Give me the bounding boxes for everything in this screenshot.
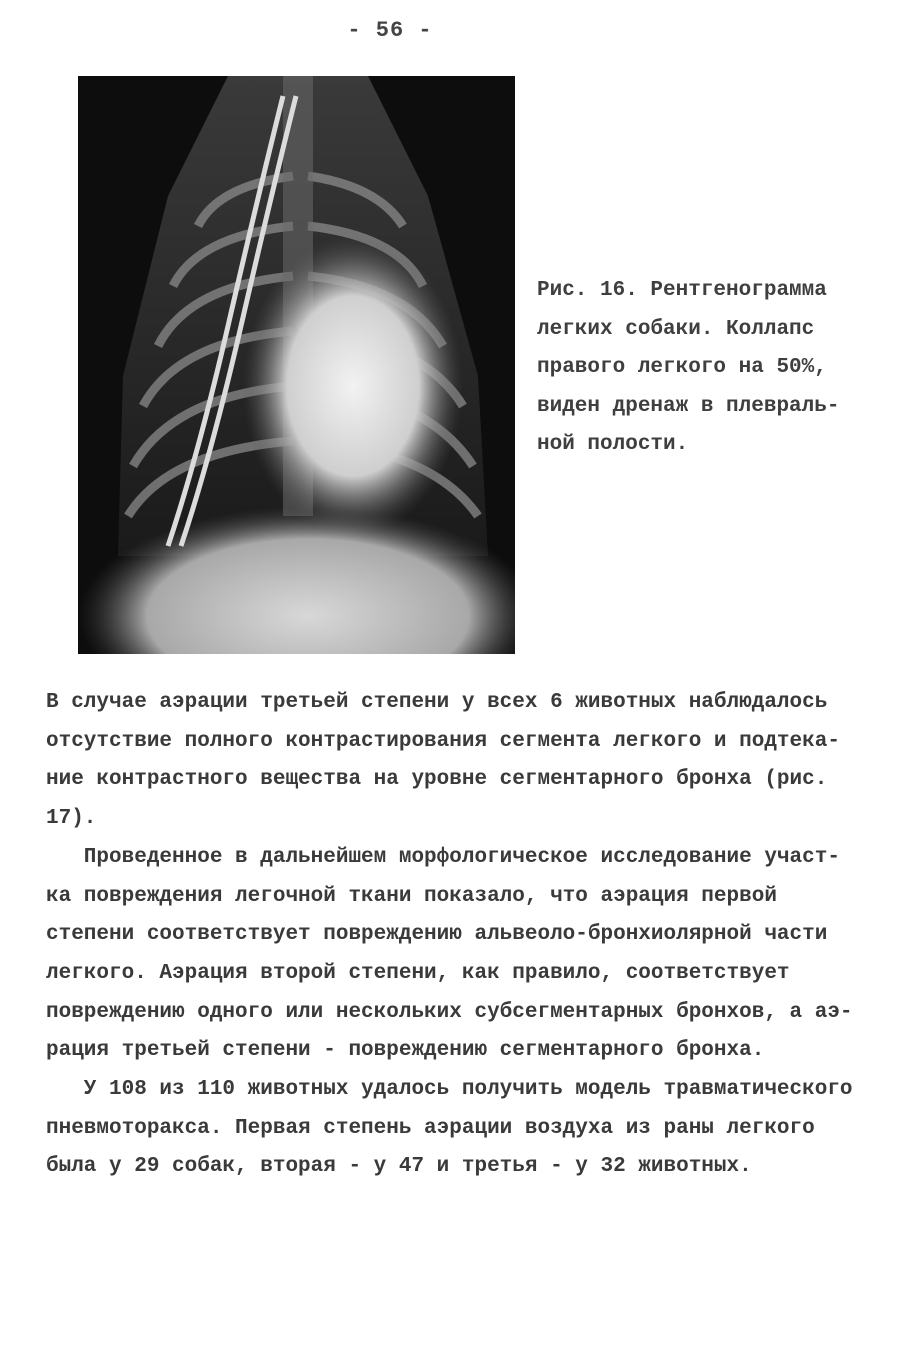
body-line: рация третьей степени - повреждению сегментарного бронха.: [46, 1039, 765, 1063]
body-line: ние контрастного вещества на уровне сегментарного бронха (рис.: [46, 768, 828, 792]
body-line: Проведенное в дальнейшем морфологическое исследование участ-: [46, 845, 840, 869]
body-line: 17).: [46, 807, 97, 831]
chest-xray-image: [78, 76, 515, 654]
body-line: степени соответствует повреждению альвеоло-бронхиолярной части: [46, 923, 828, 947]
caption-line: виден дренаж в плевраль-: [537, 394, 840, 418]
body-text: [46, 684, 866, 1187]
body-line: В случае аэрации третьей степени у всех 6 животных наблюдалось: [46, 691, 828, 714]
body-line: ка повреждения легочной ткани показало, что аэрация первой: [46, 884, 777, 908]
body-line: пневмоторакса. Первая степень аэрации воздуха из раны легкого: [46, 1116, 815, 1140]
body-line: легкого. Аэрация второй степени, как правило, соответствует: [46, 961, 790, 985]
caption-line: правого легкого на 50%,: [537, 356, 827, 379]
body-line: повреждению одного или нескольких субсегментарных бронхов, а аэ-: [46, 1000, 853, 1024]
caption-line: ной полости.: [537, 433, 689, 456]
caption-line: Рис. 16. Рентгенограмма: [537, 279, 827, 302]
page-number: - 56 -: [347, 18, 433, 43]
body-line: отсутствие полного контрастирования сегмента легкого и подтека-: [46, 729, 840, 753]
caption-line: легких собаки. Коллапс: [537, 317, 815, 341]
figure-caption: [537, 272, 857, 465]
body-line: была у 29 собак, вторая - у 47 и третья - у 32 животных.: [46, 1155, 752, 1179]
body-line: У 108 из 110 животных удалось получить модель травматического: [46, 1078, 853, 1102]
